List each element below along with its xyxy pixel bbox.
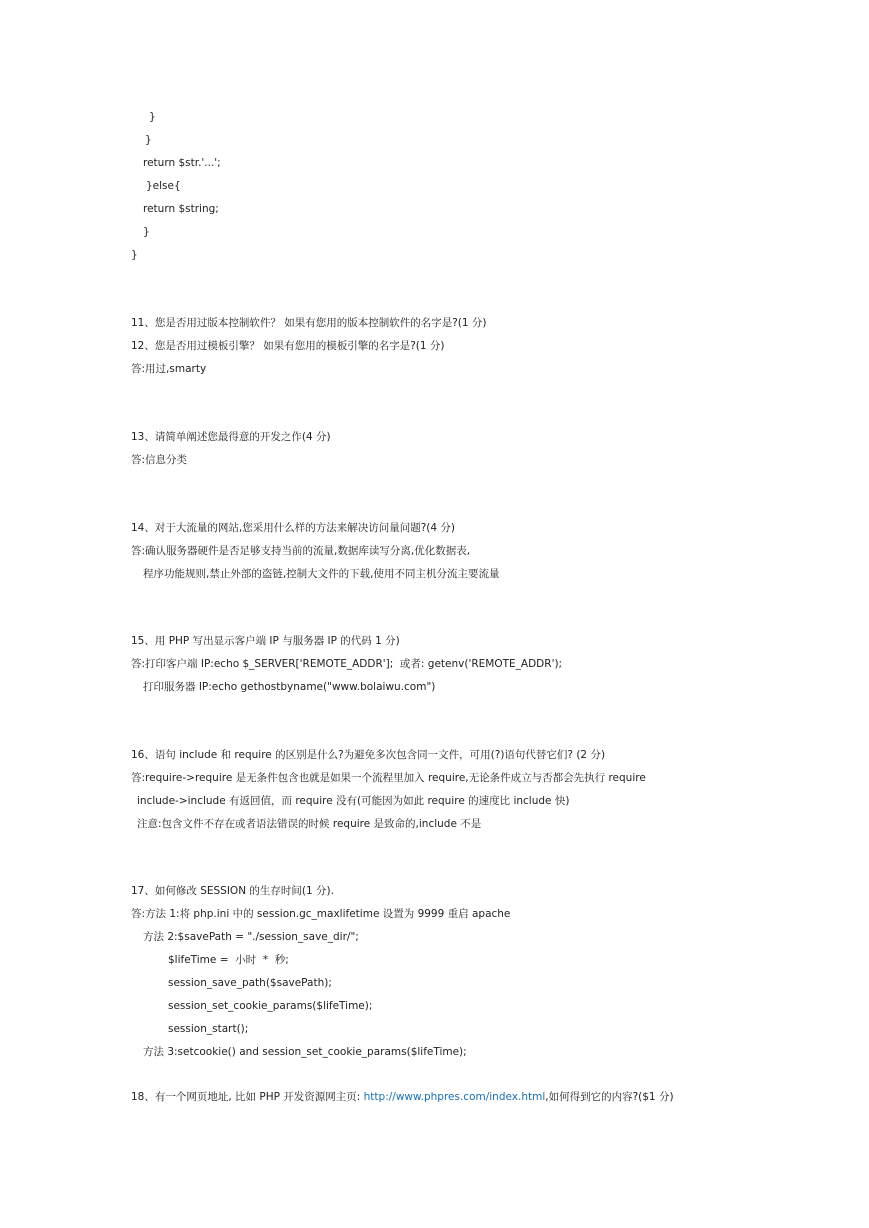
answer-14-continued: 程序功能规则,禁止外部的盗链,控制大文件的下载,使用不同主机分流主要流量	[143, 568, 500, 580]
answer-13: 答:信息分类	[131, 454, 188, 466]
code-line: return $str.'...';	[143, 157, 221, 169]
code-line: $lifeTime = 小时 * 秒;	[168, 954, 289, 966]
answer-17: 答:方法 1:将 php.ini 中的 session.gc_maxlifetime 设置为 9999 重启 apache	[131, 908, 511, 920]
question-16: 16、语句 include 和 require 的区别是什么?为避免多次包含同一文件，可用(?)语句代替它们? (2 分)	[131, 749, 606, 761]
question-18-prefix: 18、有一个网页地址, 比如 PHP 开发资源网主页:	[131, 1091, 364, 1103]
question-12: 12、您是否用过模板引擎？ 如果有您用的模板引擎的名字是?(1 分)	[131, 340, 445, 352]
code-line: session_save_path($savePath);	[168, 977, 332, 989]
question-13: 13、请简单阐述您最得意的开发之作(4 分)	[131, 431, 331, 443]
code-line: }	[131, 249, 138, 261]
question-17: 17、如何修改 SESSION 的生存时间(1 分).	[131, 885, 334, 897]
answer-15-continued: 打印服务器 IP:echo gethostbyname("www.bolaiwu.com")	[143, 681, 436, 693]
code-line: }	[149, 111, 156, 123]
code-line: }	[143, 226, 150, 238]
answer-16: 答:require->require 是无条件包含也就是如果一个流程里加入 require,无论条件成立与否都会先执行 require	[131, 772, 646, 784]
code-line: }	[145, 134, 152, 146]
answer-16-note: 注意:包含文件不存在或者语法错误的时候 require 是致命的,include 不是	[137, 818, 482, 830]
question-18-suffix: ,如何得到它的内容?($1 分)	[545, 1091, 674, 1103]
question-18	[131, 1090, 674, 1104]
answer-17-method-3: 方法 3:setcookie() and session_set_cookie_params($lifeTime);	[143, 1046, 467, 1058]
question-15: 15、用 PHP 写出显示客户端 IP 与服务器 IP 的代码 1 分)	[131, 635, 400, 647]
answer-12: 答:用过,smarty	[131, 363, 207, 375]
question-11: 11、您是否用过版本控制软件？ 如果有您用的版本控制软件的名字是?(1 分)	[131, 317, 487, 329]
question-14: 14、对于大流量的网站,您采用什么样的方法来解决访问量问题?(4 分)	[131, 522, 455, 534]
answer-16-continued: include->include 有返回值，而 require 没有(可能因为如此 require 的速度比 include 快)	[137, 795, 570, 807]
answer-15: 答:打印客户端 IP:echo $_SERVER['REMOTE_ADDR']; 或者: getenv('REMOTE_ADDR');	[131, 658, 563, 670]
phpres-link[interactable]: http://www.phpres.com/index.html	[363, 1091, 546, 1103]
code-line: session_set_cookie_params($lifeTime);	[168, 1000, 373, 1012]
code-line: return $string;	[143, 203, 219, 215]
answer-17-method-2: 方法 2:$savePath = "./session_save_dir/";	[143, 931, 359, 943]
code-line: }else{	[146, 180, 181, 192]
answer-14: 答:确认服务器硬件是否足够支持当前的流量,数据库读写分离,优化数据表,	[131, 545, 471, 557]
code-line: session_start();	[168, 1023, 249, 1035]
